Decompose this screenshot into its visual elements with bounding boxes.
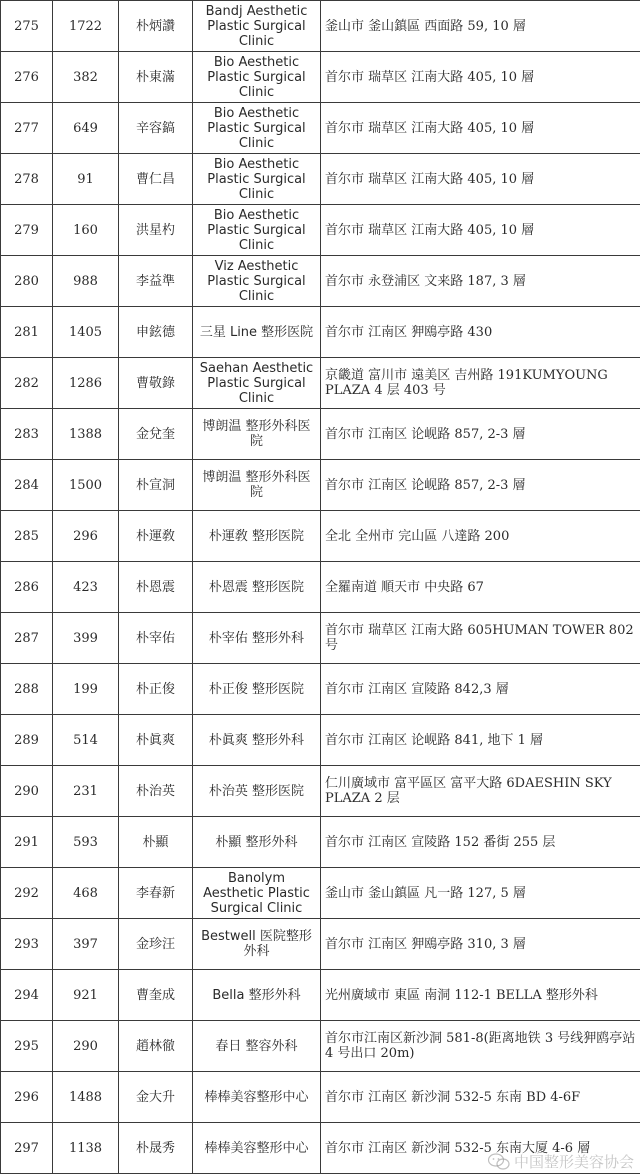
clinic-address: 首尔市 江南区 狎鴎亭路 310, 3 層 — [321, 919, 640, 970]
watermark-text: 中国整形美容协会 — [513, 1153, 634, 1171]
row-number: 286 — [1, 562, 53, 613]
row-number: 292 — [1, 868, 53, 919]
license-number: 397 — [53, 919, 119, 970]
clinic-address: 首尔市 江南区 新沙洞 532-5 东南大厦 4-6 層 — [321, 1123, 640, 1174]
table-row — [1, 256, 640, 307]
clinic-name: 棒棒美容整形中心 — [193, 1072, 321, 1123]
clinic-name: 朴顯 整形外科 — [193, 817, 321, 868]
row-number: 289 — [1, 715, 53, 766]
doctor-name: 趙林徹 — [119, 1021, 193, 1072]
doctor-name: 洪星杓 — [119, 205, 193, 256]
doctor-name: 朴運敎 — [119, 511, 193, 562]
license-number: 514 — [53, 715, 119, 766]
clinic-name: Bio Aesthetic Plastic Surgical Clinic — [193, 154, 321, 205]
doctor-name: 辛容鎬 — [119, 103, 193, 154]
table-row — [1, 409, 640, 460]
clinic-name: Saehan Aesthetic Plastic Surgical Clinic — [193, 358, 321, 409]
clinic-name: Bio Aesthetic Plastic Surgical Clinic — [193, 103, 321, 154]
clinic-address: 首尔市 永登浦区 文来路 187, 3 層 — [321, 256, 640, 307]
clinic-name: Bio Aesthetic Plastic Surgical Clinic — [193, 52, 321, 103]
doctor-name: 曹奎成 — [119, 970, 193, 1021]
license-number: 91 — [53, 154, 119, 205]
row-number: 279 — [1, 205, 53, 256]
row-number: 281 — [1, 307, 53, 358]
row-number: 278 — [1, 154, 53, 205]
row-number: 275 — [1, 1, 53, 52]
doctor-name: 金大升 — [119, 1072, 193, 1123]
clinic-name: 春日 整容外科 — [193, 1021, 321, 1072]
clinic-name: 朴眞爽 整形外科 — [193, 715, 321, 766]
license-number: 468 — [53, 868, 119, 919]
table-row — [1, 817, 640, 868]
row-number: 284 — [1, 460, 53, 511]
clinic-name: Bella 整形外科 — [193, 970, 321, 1021]
row-number: 295 — [1, 1021, 53, 1072]
row-number: 277 — [1, 103, 53, 154]
clinic-address: 首尔市 江南区 宣陵路 152 番街 255 层 — [321, 817, 640, 868]
doctor-name: 朴宣洞 — [119, 460, 193, 511]
clinic-name: 朴宰佑 整形外科 — [193, 613, 321, 664]
wechat-icon — [488, 1153, 510, 1171]
doctor-name: 金珍汪 — [119, 919, 193, 970]
license-number: 199 — [53, 664, 119, 715]
clinic-address: 首尔市 江南区 论岘路 841, 地下 1 層 — [321, 715, 640, 766]
row-number: 291 — [1, 817, 53, 868]
table-row — [1, 154, 640, 205]
table-row — [1, 562, 640, 613]
table-row — [1, 1, 640, 52]
clinic-name: Bestwell 医院整形外科 — [193, 919, 321, 970]
doctor-name: 曹仁昌 — [119, 154, 193, 205]
clinic-address: 首尔市 瑞草区 江南大路 405, 10 層 — [321, 205, 640, 256]
clinic-address: 光州廣域市 東區 南洞 112-1 BELLA 整形外科 — [321, 970, 640, 1021]
doctor-name: 朴恩震 — [119, 562, 193, 613]
table-row — [1, 766, 640, 817]
clinic-name: 三星 Line 整形医院 — [193, 307, 321, 358]
license-number: 988 — [53, 256, 119, 307]
license-number: 593 — [53, 817, 119, 868]
row-number: 288 — [1, 664, 53, 715]
clinic-address: 首尔市 瑞草区 江南大路 605HUMAN TOWER 802 号 — [321, 613, 640, 664]
clinic-name: Banolym Aesthetic Plastic Surgical Clinic — [193, 868, 321, 919]
license-number: 649 — [53, 103, 119, 154]
doctor-name: 朴顯 — [119, 817, 193, 868]
row-number: 283 — [1, 409, 53, 460]
clinic-address: 首尔市 瑞草区 江南大路 405, 10 層 — [321, 154, 640, 205]
table-row — [1, 205, 640, 256]
doctor-name: 朴晟秀 — [119, 1123, 193, 1174]
table-row — [1, 970, 640, 1021]
table-row — [1, 1021, 640, 1072]
license-number: 1388 — [53, 409, 119, 460]
clinic-address: 首尔市江南区新沙洞 581-8(距离地铁 3 号线狎鸥亭站 4 号出口 20m) — [321, 1021, 640, 1072]
row-number: 276 — [1, 52, 53, 103]
license-number: 1138 — [53, 1123, 119, 1174]
clinic-name: Viz Aesthetic Plastic Surgical Clinic — [193, 256, 321, 307]
row-number: 287 — [1, 613, 53, 664]
doctor-name: 朴眞爽 — [119, 715, 193, 766]
doctor-name: 朴治英 — [119, 766, 193, 817]
doctor-name: 李春新 — [119, 868, 193, 919]
table-row — [1, 358, 640, 409]
row-number: 280 — [1, 256, 53, 307]
license-number: 290 — [53, 1021, 119, 1072]
table-row — [1, 1072, 640, 1123]
table-row — [1, 919, 640, 970]
clinic-address: 釜山市 釜山鎮區 凡一路 127, 5 層 — [321, 868, 640, 919]
clinic-address: 釜山市 釜山鎮區 西面路 59, 10 層 — [321, 1, 640, 52]
doctor-name: 朴正俊 — [119, 664, 193, 715]
clinic-address: 首尔市 江南区 论岘路 857, 2-3 層 — [321, 460, 640, 511]
table-row — [1, 511, 640, 562]
license-number: 1405 — [53, 307, 119, 358]
doctor-name: 朴東滿 — [119, 52, 193, 103]
row-number: 282 — [1, 358, 53, 409]
doctor-name: 曹敬錄 — [119, 358, 193, 409]
clinic-address: 京畿道 富川市 遠美区 吉州路 191KUMYOUNG PLAZA 4 层 403 号 — [321, 358, 640, 409]
clinic-name: 朴正俊 整形医院 — [193, 664, 321, 715]
doctor-name: 李益準 — [119, 256, 193, 307]
table-row — [1, 52, 640, 103]
table-row — [1, 307, 640, 358]
clinic-address: 首尔市 瑞草区 江南大路 405, 10 層 — [321, 103, 640, 154]
clinic-address: 首尔市 江南区 宣陵路 842,3 層 — [321, 664, 640, 715]
row-number: 296 — [1, 1072, 53, 1123]
clinic-name: 博朗温 整形外科医院 — [193, 409, 321, 460]
clinic-name: 朴運敎 整形医院 — [193, 511, 321, 562]
table-row — [1, 715, 640, 766]
table-row — [1, 613, 640, 664]
clinic-name: 博朗温 整形外科医院 — [193, 460, 321, 511]
license-number: 399 — [53, 613, 119, 664]
table-body — [1, 1, 640, 1174]
license-number: 423 — [53, 562, 119, 613]
clinic-address: 首尔市 江南区 论岘路 857, 2-3 層 — [321, 409, 640, 460]
clinic-name: 朴治英 整形医院 — [193, 766, 321, 817]
clinic-name: Bio Aesthetic Plastic Surgical Clinic — [193, 205, 321, 256]
clinic-name: 棒棒美容整形中心 — [193, 1123, 321, 1174]
clinic-name: 朴恩震 整形医院 — [193, 562, 321, 613]
license-number: 231 — [53, 766, 119, 817]
doctor-name: 申鉉德 — [119, 307, 193, 358]
doctor-name: 朴炳讚 — [119, 1, 193, 52]
table-row — [1, 868, 640, 919]
doctor-name: 朴宰佑 — [119, 613, 193, 664]
clinic-address: 首尔市 瑞草区 江南大路 405, 10 層 — [321, 52, 640, 103]
license-number: 1286 — [53, 358, 119, 409]
license-number: 1488 — [53, 1072, 119, 1123]
license-number: 382 — [53, 52, 119, 103]
row-number: 297 — [1, 1123, 53, 1174]
row-number: 294 — [1, 970, 53, 1021]
license-number: 296 — [53, 511, 119, 562]
table-row — [1, 664, 640, 715]
clinic-address: 全羅南道 順天市 中央路 67 — [321, 562, 640, 613]
row-number: 285 — [1, 511, 53, 562]
license-number: 921 — [53, 970, 119, 1021]
clinic-address: 首尔市 江南区 新沙洞 532-5 东南 BD 4-6F — [321, 1072, 640, 1123]
watermark — [488, 1151, 634, 1172]
row-number: 293 — [1, 919, 53, 970]
table-row — [1, 460, 640, 511]
clinic-name: Bandj Aesthetic Plastic Surgical Clinic — [193, 1, 321, 52]
license-number: 160 — [53, 205, 119, 256]
clinic-address: 首尔市 江南区 狎鴎亭路 430 — [321, 307, 640, 358]
license-number: 1722 — [53, 1, 119, 52]
clinic-address: 全北 全州市 完山區 八達路 200 — [321, 511, 640, 562]
license-number: 1500 — [53, 460, 119, 511]
table-row — [1, 103, 640, 154]
doctor-name: 金兌奎 — [119, 409, 193, 460]
clinic-address: 仁川廣域市 富平區区 富平大路 6DAESHIN SKY PLAZA 2 层 — [321, 766, 640, 817]
row-number: 290 — [1, 766, 53, 817]
